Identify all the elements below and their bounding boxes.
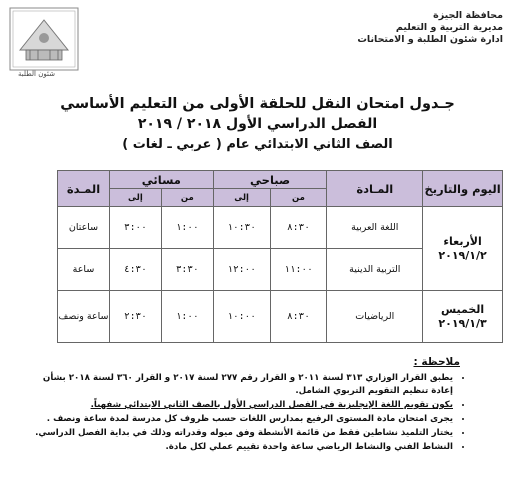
morning-from-cell: ٨:٣٠ (270, 207, 327, 249)
note-item: • يختار التلميذ نشاطين فقط من قائمة الأنشطة وفق ميوله وقدراته وذلك في بداية الفصل الدراسي. (23, 427, 453, 440)
duration-cell: ساعة ونصف (58, 291, 110, 343)
directorate-header (303, 10, 503, 46)
evening-header: مسائي (109, 171, 213, 189)
subject-header: المـادة (327, 171, 423, 207)
subject-cell: اللغة العربية (327, 207, 423, 249)
semester-title: الفصل الدراسي الأول ٢٠١٨ / ٢٠١٩ (137, 116, 378, 132)
exam-schedule-table (57, 170, 503, 343)
morning-header: صباحي (213, 171, 327, 189)
notes-list (23, 372, 467, 455)
subject-cell: الرياضيات (327, 291, 423, 343)
table-row (58, 207, 503, 249)
morning-to-cell: ١٠:٠٠ (213, 291, 270, 343)
day-cell (423, 207, 503, 291)
subject-cell: التربية الدينية (327, 249, 423, 291)
evening-from-cell: ١:٠٠ (161, 207, 213, 249)
day-date: ٢٠١٩/١/٢ (438, 248, 487, 262)
morning-from-header: من (270, 189, 327, 207)
table-row (58, 291, 503, 343)
note-item: • يكون تقويم اللغة الإنجليزية في الفصل الدراسي الأول بالصف الثاني الابتدائي شفهياً. (23, 399, 453, 412)
evening-to-cell: ٣:٠٠ (109, 207, 161, 249)
evening-from-cell: ٣:٣٠ (161, 249, 213, 291)
logo-caption: شئون الطلبة (18, 70, 55, 78)
day-name: الأربعاء (443, 234, 482, 248)
duration-header: المـدة (58, 171, 110, 207)
note-item: • يجرى امتحان مادة المستوى الرفيع بمدارس اللغات حسب ظروف كل مدرسة لمدة ساعة ونصف . (23, 413, 453, 426)
morning-from-cell: ١١:٠٠ (270, 249, 327, 291)
header-line: مديرية التربية و التعليم (395, 22, 503, 33)
schedule-title: جـدول امتحان النقل للحلقة الأولى من التعليم الأساسي (60, 96, 455, 112)
day-date: ٢٠١٩/١/٣ (438, 316, 487, 330)
evening-to-header: إلى (109, 189, 161, 207)
morning-to-header: إلى (213, 189, 270, 207)
directorate-logo-icon (8, 6, 80, 72)
day-date-header: اليوم والتاريخ (423, 171, 503, 207)
morning-from-cell: ٨:٣٠ (270, 291, 327, 343)
evening-to-cell: ٤:٣٠ (109, 249, 161, 291)
note-item: • يطبق القرار الوزاري ٣١٣ لسنة ٢٠١١ و القرار رقم ٢٧٧ لسنة ٢٠١٧ و القرار ٣٦٠ لسنة ٢٠١٨ بشأن إعادة تنظيم التقويم التربوي الشامل. (23, 372, 453, 398)
header-line: محافظة الجيزة (433, 10, 503, 21)
note-item: • النشاط الفني والنشاط الرياضي ساعة واحدة تقييم عملي لكل مادة. (23, 441, 453, 454)
morning-to-cell: ١٢:٠٠ (213, 249, 270, 291)
notes-title: ملاحظة : (413, 356, 460, 368)
day-name: الخميس (440, 302, 485, 316)
evening-to-cell: ٢:٣٠ (109, 291, 161, 343)
header-line: ادارة شئون الطلبة و الامتحانات (357, 34, 503, 45)
day-cell (423, 291, 503, 343)
morning-to-cell: ١٠:٣٠ (213, 207, 270, 249)
evening-from-header: من (161, 189, 213, 207)
duration-cell: ساعتان (58, 207, 110, 249)
duration-cell: ساعة (58, 249, 110, 291)
grade-title: الصف الثاني الابتدائي عام ( عربي ـ لغات ) (122, 137, 393, 152)
evening-from-cell: ١:٠٠ (161, 291, 213, 343)
